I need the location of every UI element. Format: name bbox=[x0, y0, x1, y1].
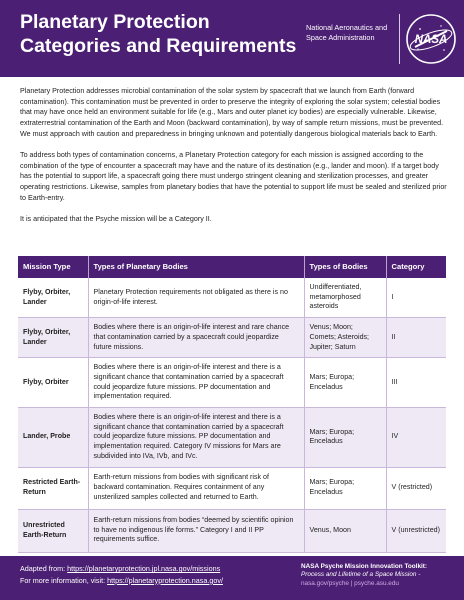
nasa-logo bbox=[405, 13, 457, 65]
toolkit-title: NASA Psyche Mission Innovation Toolkit: bbox=[301, 563, 428, 570]
table-row bbox=[18, 408, 446, 468]
adapted-from-link[interactable]: https://planetaryprotection.jpl.nasa.gov/missions bbox=[67, 564, 221, 573]
table-row bbox=[18, 509, 446, 552]
toolkit-links[interactable]: nasa.gov/psyche | psyche.asu.edu bbox=[301, 579, 399, 587]
category-cell: V (restricted) bbox=[386, 467, 446, 509]
more-info-link[interactable]: https://planetaryprotection.nasa.gov/ bbox=[107, 575, 223, 585]
mission-type-cell: Lander, Probe bbox=[18, 408, 88, 468]
types-of-bodies-cell: Venus, Moon bbox=[304, 509, 386, 552]
table-row bbox=[18, 467, 446, 509]
col-header-category: Category bbox=[386, 256, 446, 278]
intro-paragraph: To address both types of contamination concerns, a Planetary Protection category for each mission is assigned according to the combination of the type of encounter a spacecraft may have and the nature of its destination (e.g., lander and moon). If a target body has the potential to support life, a spacecraft going there must undergo stringent cleaning and sterilization processes, and greater operating restrictions. Likewise, samples from planetary bodies that have the potential to support life must be sealed and sterilized prior to Earth-entry. bbox=[20, 151, 447, 202]
planetary-bodies-cell: Bodies where there is an origin-of-life interest and rare chance that contamination carried by a spacecraft could jeopardize future missions. bbox=[88, 318, 304, 358]
footer-sources bbox=[20, 563, 223, 587]
adapted-from-line bbox=[20, 563, 223, 575]
category-cell: V (unrestricted) bbox=[386, 509, 446, 552]
table-row bbox=[18, 318, 446, 358]
table-header-row bbox=[18, 256, 446, 278]
mission-type-cell: Restricted Earth-Return bbox=[18, 467, 88, 509]
planetary-bodies-cell: Earth-return missions from bodies with significant risk of backward contamination. Requires containment of any unsterilized samples collected and returned to Earth. bbox=[88, 467, 304, 509]
agency-name-line1: National Aeronautics and bbox=[306, 23, 388, 32]
agency-name bbox=[306, 23, 402, 43]
table-row bbox=[18, 358, 446, 408]
types-of-bodies-cell: Undifferentiated, metamorphosed asteroids bbox=[304, 278, 386, 318]
header-banner bbox=[0, 0, 464, 77]
categories-table bbox=[18, 256, 446, 553]
category-cell: III bbox=[386, 358, 446, 408]
types-of-bodies-cell: Mars; Europa; Enceladus bbox=[304, 408, 386, 468]
page-title-line2: Categories and Requirements bbox=[20, 35, 297, 57]
table-row bbox=[18, 278, 446, 318]
page-title-line1: Planetary Protection bbox=[20, 11, 210, 33]
category-cell: II bbox=[386, 318, 446, 358]
col-header-planetary-bodies: Types of Planetary Bodies bbox=[88, 256, 304, 278]
footer-banner bbox=[0, 556, 464, 600]
col-header-mission-type: Mission Type bbox=[18, 256, 88, 278]
mission-type-cell: Flyby, Orbiter, Lander bbox=[18, 278, 88, 318]
col-header-types-of-bodies: Types of Bodies bbox=[304, 256, 386, 278]
page-title bbox=[20, 10, 300, 58]
toolkit-credit bbox=[301, 563, 461, 588]
more-info-line bbox=[20, 575, 223, 587]
types-of-bodies-cell: Mars; Europa; Enceladus bbox=[304, 467, 386, 509]
header-divider bbox=[399, 14, 400, 64]
types-of-bodies-cell: Venus; Moon; Comets; Asteroids; Jupiter; Saturn bbox=[304, 318, 386, 358]
mission-type-cell: Flyby, Orbiter, Lander bbox=[18, 318, 88, 358]
nasa-logo-text: NASA bbox=[414, 34, 448, 46]
agency-name-line2: Space Administration bbox=[306, 33, 375, 42]
mission-type-cell: Unrestricted Earth-Return bbox=[18, 509, 88, 552]
adapted-from-label: Adapted from: bbox=[20, 564, 68, 573]
category-cell: IV bbox=[386, 408, 446, 468]
planetary-bodies-cell: Bodies where there is an origin-of-life interest and there is a significant chance that contamination carried by a spacecraft could jeopardize future missions. PP documentation and implementation required. bbox=[88, 358, 304, 408]
category-cell: I bbox=[386, 278, 446, 318]
more-info-label: For more information, visit: bbox=[20, 575, 108, 585]
planetary-bodies-cell: Earth-return missions from bodies “deemed by scientific opinion to have no indigenous life forms.” Category I and II PP requirements suffice. bbox=[88, 509, 304, 552]
intro-paragraph: Planetary Protection addresses microbial contamination of the solar system by spacecraft that we launch from Earth (forward contamination). This contamination must be prevented in order to preserve the integrity of exploring the solar system; celestial bodies that may have once held an environment suitable for life (e.g., Mars and outer planet icy bodies) are especially vulnerable. Likewise, extraterrestrial contamination of the Earth and Moon (backward contamination), by way of sample return missions, must be prevented. We must approach with caution and preparedness in bringing unknown and potentially dangerous biological materials back to Earth. bbox=[20, 87, 444, 138]
planetary-bodies-cell: Planetary Protection requirements not obligated as there is no origin-of-life interest. bbox=[88, 278, 304, 318]
planetary-bodies-cell: Bodies where there is an origin-of-life interest and there is a significant chance that contamination carried by a spacecraft could jeopardize future missions. PP documentation and implementation required. Category IV missions for Mars are subdivided into IVa, IVb, and IVc. bbox=[88, 408, 304, 468]
intro-text bbox=[20, 86, 448, 235]
types-of-bodies-cell: Mars; Europa; Enceladus bbox=[304, 358, 386, 408]
psyche-category-note: It is anticipated that the Psyche mission will be a Category II. bbox=[20, 215, 212, 224]
toolkit-subtitle: Process and Lifetime of a Space Mission - bbox=[301, 571, 421, 579]
mission-type-cell: Flyby, Orbiter bbox=[18, 358, 88, 408]
